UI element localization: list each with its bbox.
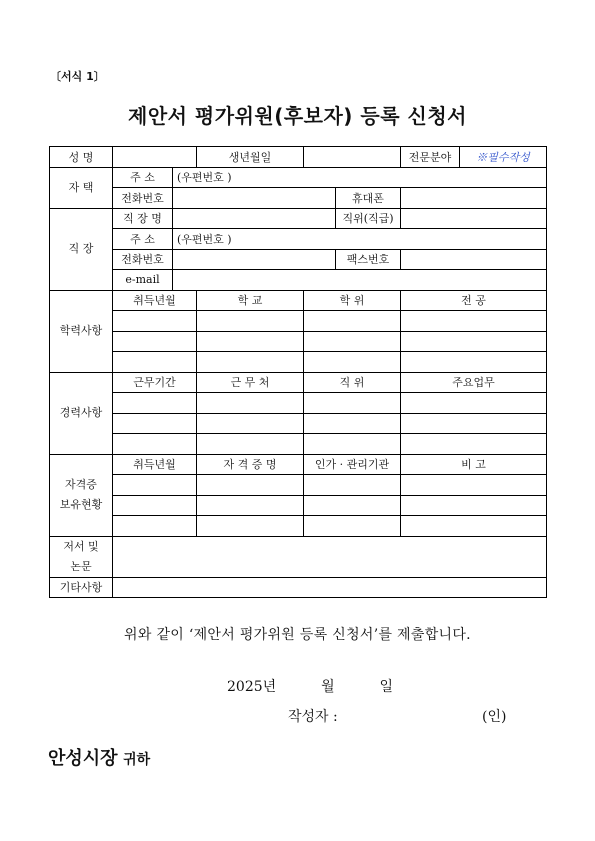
workplace-field[interactable] (173, 208, 336, 229)
education-cell[interactable] (113, 311, 197, 332)
certificate-cell[interactable] (113, 516, 197, 537)
home-phone-field[interactable] (173, 188, 336, 209)
birthdate-label: 생년월일 (197, 147, 304, 168)
certificate-cell[interactable] (304, 495, 401, 516)
name-label: 성 명 (50, 147, 113, 168)
certificate-section-label (50, 454, 113, 536)
career-col-employer: 근 무 처 (197, 372, 304, 393)
email-row (50, 270, 547, 291)
home-address-row (50, 167, 547, 188)
work-address-field[interactable]: (우편번호 ) (173, 229, 547, 250)
certificate-cell[interactable] (113, 495, 197, 516)
certificate-cell[interactable] (197, 495, 304, 516)
career-cell[interactable] (113, 393, 197, 414)
certificate-col-name: 자 격 증 명 (197, 454, 304, 475)
career-cell[interactable] (113, 434, 197, 455)
mobile-label: 휴대폰 (336, 188, 401, 209)
work-phone-row (50, 249, 547, 270)
home-section-label: 자 택 (50, 167, 113, 208)
date-year: 2025년 (227, 679, 277, 695)
position-field[interactable] (401, 208, 547, 229)
education-entry-row (50, 311, 547, 332)
seal-label: (인) (482, 709, 507, 725)
document-title: 제안서 평가위원(후보자) 등록 신청서 (128, 104, 467, 128)
field-label: 전문분야 (401, 147, 460, 168)
career-col-period: 근무기간 (113, 372, 197, 393)
career-entry-row (50, 393, 547, 414)
certificate-entry-row (50, 516, 547, 537)
certificate-cell[interactable] (401, 516, 547, 537)
date-day: 일 (379, 679, 394, 695)
certificate-label-line2: 보유현황 (59, 498, 103, 511)
career-col-duties: 주요업무 (401, 372, 547, 393)
career-cell[interactable] (197, 434, 304, 455)
career-cell[interactable] (197, 413, 304, 434)
certificate-cell[interactable] (304, 516, 401, 537)
publications-row (50, 536, 547, 577)
name-field[interactable] (113, 147, 197, 168)
education-cell[interactable] (304, 352, 401, 373)
mobile-field[interactable] (401, 188, 547, 209)
career-header-row (50, 372, 547, 393)
home-address-label: 주 소 (113, 167, 173, 188)
certificate-cell[interactable] (401, 495, 547, 516)
education-cell[interactable] (197, 311, 304, 332)
certificate-cell[interactable] (197, 475, 304, 496)
writer-label: 작성자 : (288, 709, 338, 725)
other-label: 기타사항 (50, 577, 113, 598)
basic-info-row (50, 147, 547, 168)
education-cell[interactable] (113, 331, 197, 352)
career-cell[interactable] (401, 413, 547, 434)
work-phone-label: 전화번호 (113, 249, 173, 270)
workplace-row (50, 208, 547, 229)
recipient (48, 744, 150, 770)
career-entry-row (50, 434, 547, 455)
education-col-major: 전 공 (401, 290, 547, 311)
education-entry-row (50, 331, 547, 352)
certificate-header-row (50, 454, 547, 475)
education-cell[interactable] (304, 311, 401, 332)
position-label: 직위(직급) (336, 208, 401, 229)
email-field[interactable] (173, 270, 547, 291)
recipient-suffix: 귀하 (123, 752, 151, 768)
certificate-col-date: 취득년월 (113, 454, 197, 475)
other-row (50, 577, 547, 598)
work-phone-field[interactable] (173, 249, 336, 270)
education-col-school: 학 교 (197, 290, 304, 311)
certificate-entry-row (50, 475, 547, 496)
education-cell[interactable] (401, 352, 547, 373)
certificate-col-issuer: 인가 · 관리기관 (304, 454, 401, 475)
form-number: 〔서식 1〕 (50, 70, 105, 83)
publications-label-line2: 논문 (70, 559, 92, 573)
career-cell[interactable] (401, 434, 547, 455)
education-cell[interactable] (197, 352, 304, 373)
workplace-label: 직 장 명 (113, 208, 173, 229)
required-field-note[interactable]: ※필수작성 (460, 147, 547, 168)
career-cell[interactable] (304, 393, 401, 414)
education-cell[interactable] (197, 331, 304, 352)
career-cell[interactable] (197, 393, 304, 414)
home-phone-label: 전화번호 (113, 188, 173, 209)
career-cell[interactable] (113, 413, 197, 434)
education-section-label: 학력사항 (50, 290, 113, 372)
certificate-cell[interactable] (401, 475, 547, 496)
date-line (227, 676, 393, 696)
education-col-degree: 학 위 (304, 290, 401, 311)
career-section-label: 경력사항 (50, 372, 113, 454)
declaration-text: 위와 같이 ‘제안서 평가위원 등록 신청서’를 제출합니다. (124, 627, 471, 643)
publications-field[interactable] (113, 536, 547, 577)
certificate-cell[interactable] (113, 475, 197, 496)
publications-label (50, 536, 113, 577)
email-label: e-mail (113, 270, 173, 291)
career-cell[interactable] (304, 434, 401, 455)
certificate-label-line1: 자격증 (65, 478, 97, 491)
application-form-table (49, 146, 547, 598)
education-header-row (50, 290, 547, 311)
education-entry-row (50, 352, 547, 373)
work-address-label: 주 소 (113, 229, 173, 250)
career-cell[interactable] (401, 393, 547, 414)
home-phone-row (50, 188, 547, 209)
fax-field[interactable] (401, 249, 547, 270)
birthdate-field[interactable] (304, 147, 401, 168)
certificate-cell[interactable] (304, 475, 401, 496)
certificate-cell[interactable] (197, 516, 304, 537)
education-col-date: 취득년월 (113, 290, 197, 311)
career-cell[interactable] (304, 413, 401, 434)
education-cell[interactable] (304, 331, 401, 352)
certificate-col-notes: 비 고 (401, 454, 547, 475)
date-month: 월 (321, 679, 335, 695)
publications-label-line1: 저서 및 (63, 539, 99, 553)
fax-label: 팩스번호 (336, 249, 401, 270)
work-address-row (50, 229, 547, 250)
education-cell[interactable] (401, 331, 547, 352)
education-cell[interactable] (401, 311, 547, 332)
recipient-name: 안성시장 (48, 748, 118, 769)
education-cell[interactable] (113, 352, 197, 373)
certificate-entry-row (50, 495, 547, 516)
home-address-field[interactable]: (우편번호 ) (173, 167, 547, 188)
career-col-position: 직 위 (304, 372, 401, 393)
other-field[interactable] (113, 577, 547, 598)
career-entry-row (50, 413, 547, 434)
work-section-label: 직 장 (50, 208, 113, 290)
